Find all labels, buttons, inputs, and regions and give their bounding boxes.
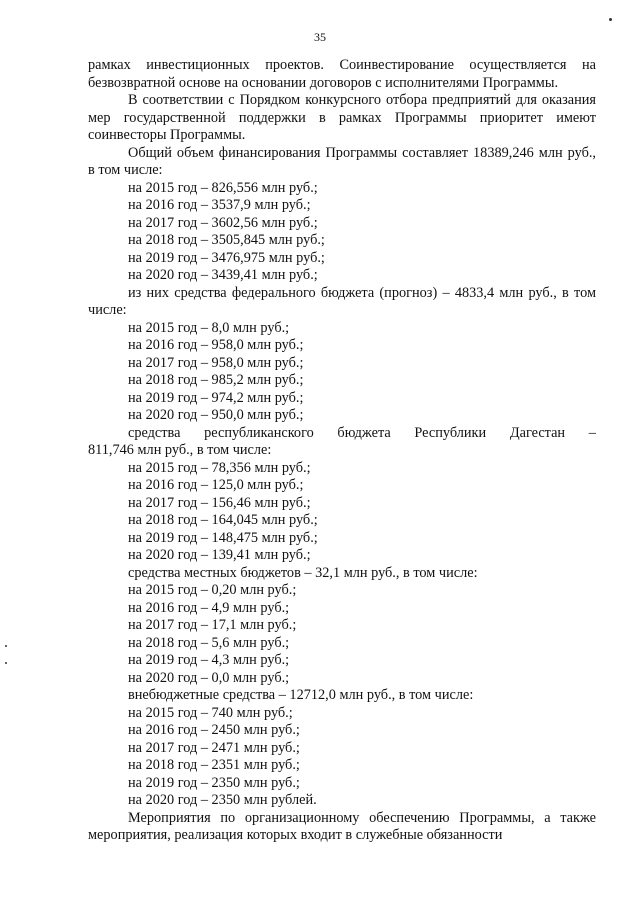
paragraph-republic-budget-line <box>88 425 596 443</box>
paragraph-local-budget: средства местных бюджетов – 32,1 млн руб., в том числе: <box>128 564 478 581</box>
list-item: на 2020 год – 3439,41 млн руб.; <box>128 267 318 283</box>
list-item: на 2016 год – 2450 млн руб.; <box>128 722 300 738</box>
word: Дагестан <box>509 424 566 441</box>
list-item: на 2019 год – 3476,975 млн руб.; <box>128 249 325 266</box>
list-item: на 2018 год – 3505,845 млн руб.; <box>128 232 325 248</box>
word: – <box>588 424 596 441</box>
list-item: на 2019 год – 148,475 млн руб.; <box>128 529 318 546</box>
list-item: на 2020 год – 139,41 млн руб.; <box>128 547 311 563</box>
list-federal <box>88 320 596 425</box>
list-item: на 2016 год – 4,9 млн руб.; <box>128 599 290 616</box>
paragraph-offbudget: внебюджетные средства – 12712,0 млн руб., в том числе: <box>128 687 474 703</box>
paragraph-priority: В соответствии с Порядком конкурсного отбора предприятий для оказания мер государственной поддержки в рамках Программы приоритет имеют соинвесторы Программы. <box>88 92 596 143</box>
list-item: на 2017 год – 958,0 млн руб.; <box>128 354 304 371</box>
scan-speck <box>5 662 7 664</box>
scan-speck <box>5 645 7 647</box>
list-item: на 2016 год – 958,0 млн руб.; <box>128 337 304 353</box>
list-item: на 2018 год – 985,2 млн руб.; <box>128 372 304 388</box>
list-item: на 2019 год – 974,2 млн руб.; <box>128 389 304 406</box>
list-offbudget <box>88 705 596 810</box>
list-item: на 2020 год – 0,0 млн руб.; <box>128 669 290 686</box>
paragraph-republic-budget-tail: 811,746 млн руб., в том числе: <box>88 442 272 458</box>
list-item: на 2019 год – 4,3 млн руб.; <box>128 652 290 668</box>
paragraph-total-financing: Общий объем финансирования Программы составляет 18389,246 млн руб., в том числе: <box>88 144 596 178</box>
list-item: на 2019 год – 2350 млн руб.; <box>128 774 300 791</box>
list-item: на 2015 год – 826,556 млн руб.; <box>128 179 318 196</box>
paragraph-federal-budget: из них средства федерального бюджета (прогноз) – 4833,4 млн руб., в том числе: <box>88 284 596 318</box>
list-item: на 2017 год – 17,1 млн руб.; <box>128 617 297 633</box>
list-item: на 2020 год – 2350 млн рублей. <box>128 792 317 808</box>
word: бюджета <box>337 424 391 441</box>
paragraph-organizational-measures: Мероприятия по организационному обеспечению Программы, а также мероприятия, реализация которых входит в служебные обязанности <box>88 809 596 843</box>
page-number: 35 <box>314 30 326 44</box>
list-item: на 2015 год – 740 млн руб.; <box>128 704 293 721</box>
list-item: на 2015 год – 78,356 млн руб.; <box>128 459 311 476</box>
list-item: на 2018 год – 164,045 млн руб.; <box>128 512 318 528</box>
scan-speck <box>609 18 612 21</box>
list-item: на 2017 год – 156,46 млн руб.; <box>128 494 311 511</box>
word: республиканского <box>204 424 314 441</box>
list-local <box>88 582 596 687</box>
list-republic <box>88 460 596 565</box>
list-item: на 2017 год – 3602,56 млн руб.; <box>128 214 318 231</box>
page-body <box>88 57 596 845</box>
list-item: на 2020 год – 950,0 млн руб.; <box>128 407 304 423</box>
word: средства <box>128 424 181 441</box>
list-item: на 2016 год – 125,0 млн руб.; <box>128 477 304 493</box>
list-item: на 2015 год – 8,0 млн руб.; <box>128 319 290 336</box>
list-item: на 2015 год – 0,20 млн руб.; <box>128 582 297 598</box>
list-item: на 2016 год – 3537,9 млн руб.; <box>128 197 311 213</box>
list-total <box>88 180 596 285</box>
list-item: на 2018 год – 2351 млн руб.; <box>128 757 300 773</box>
paragraph-soinvestment: рамках инвестиционных проектов. Соинвестирование осуществляется на безвозвратной основе на основании договоров с исполнителями Программы. <box>88 57 596 91</box>
word: Республики <box>414 424 487 441</box>
list-item: на 2018 год – 5,6 млн руб.; <box>128 634 290 651</box>
list-item: на 2017 год – 2471 млн руб.; <box>128 739 300 756</box>
